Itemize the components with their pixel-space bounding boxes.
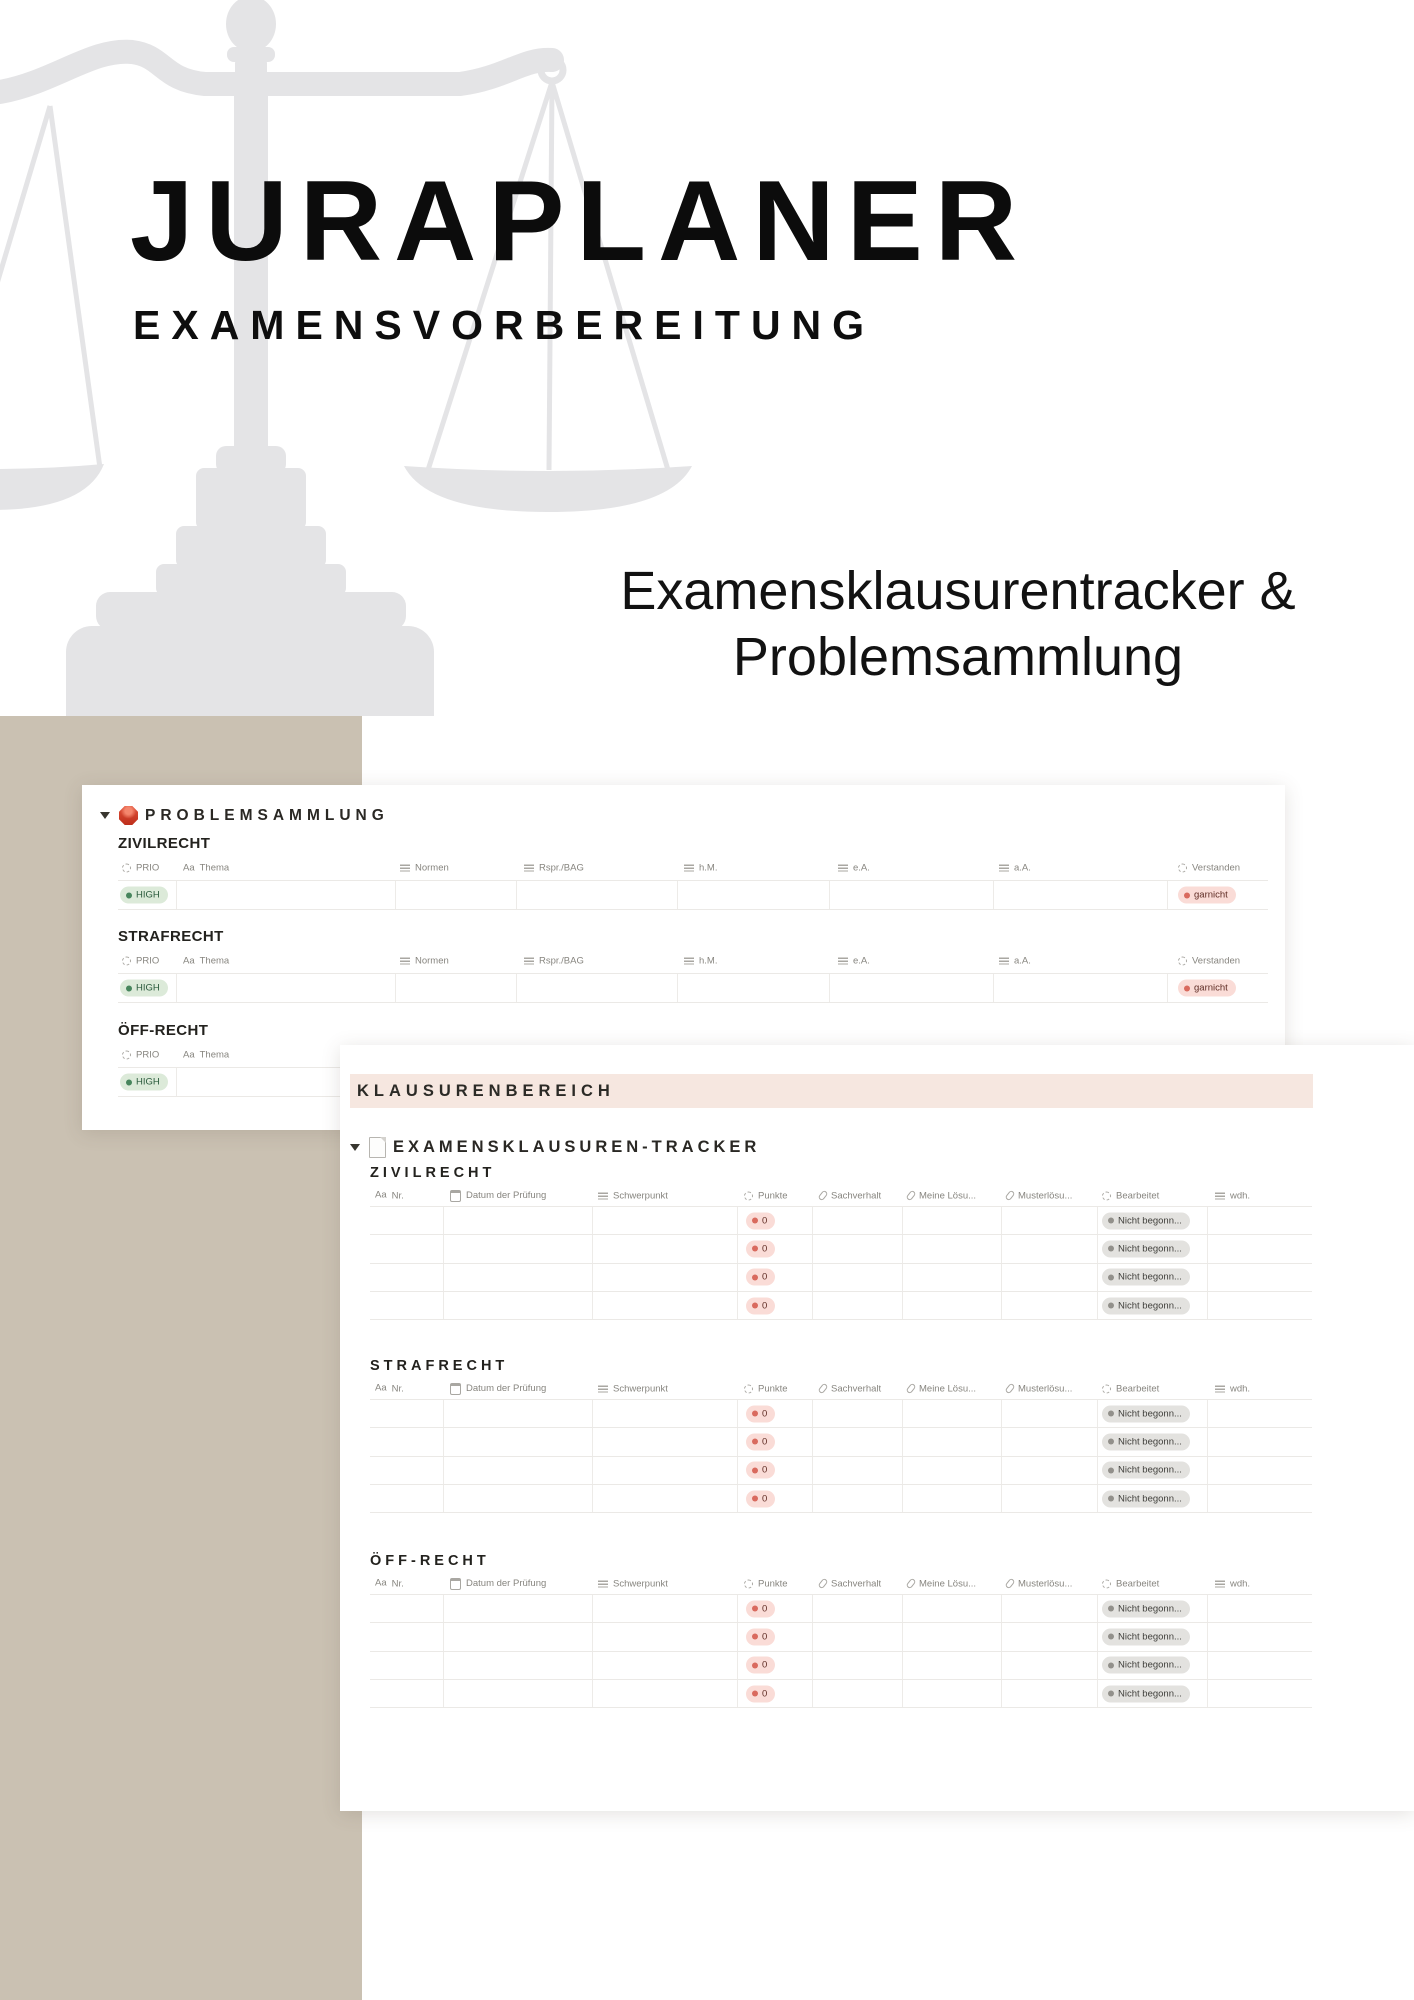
badge-dot-icon [1108,1218,1114,1224]
column-header-meine-loesung[interactable]: Meine Lösu... [908,1578,976,1589]
badge-dot-icon [1108,1662,1114,1668]
column-header-datum[interactable]: Datum der Prüfung [450,1383,546,1395]
status-icon [1102,1579,1111,1588]
table-header-row [370,1573,1312,1595]
tracker-section-strafrecht [370,1358,1312,1513]
prio-badge[interactable]: HIGH [120,887,168,904]
punkte-badge[interactable]: 0 [746,1212,775,1229]
bearbeitet-badge[interactable]: Nicht begonn... [1102,1490,1190,1507]
column-header-prio[interactable]: PRIO [122,1050,159,1061]
text-lines-icon [684,958,694,965]
problemsammlung-title-row [100,806,389,825]
prio-badge[interactable]: HIGH [120,980,168,997]
status-icon [1102,1384,1111,1393]
section-heading: ZIVILRECHT [370,1165,496,1181]
column-header-prio[interactable]: PRIO [122,956,159,967]
tracker-table [370,1573,1312,1708]
table-header-row [118,856,1268,881]
text-type-icon: Aa [183,1049,195,1061]
text-type-icon: Aa [375,1382,387,1394]
page-subtitle: EXAMENSVORBEREITUNG [133,302,876,348]
column-header-sachverhalt[interactable]: Sachverhalt [820,1383,881,1394]
status-icon [122,864,131,873]
badge-dot-icon [752,1439,758,1445]
section-heading: STRAFRECHT [370,1358,509,1374]
badge-dot-icon [1108,1439,1114,1445]
paperclip-icon [1005,1383,1016,1395]
column-header-normen[interactable]: Normen [400,863,449,874]
calendar-icon [450,1190,461,1202]
column-header-bearbeitet[interactable]: Bearbeitet [1102,1190,1159,1201]
text-lines-icon [598,1192,608,1199]
status-icon [122,957,131,966]
column-header-wdh[interactable]: wdh. [1215,1578,1250,1589]
problemsammlung-table [118,949,1268,1003]
text-lines-icon [598,1385,608,1392]
text-lines-icon [838,865,848,872]
table-row [370,1292,1312,1320]
table-body [370,1400,1312,1513]
status-icon [1178,957,1187,966]
badge-dot-icon [1108,1246,1114,1252]
prio-badge[interactable]: HIGH [120,1074,168,1091]
paperclip-icon [1005,1578,1016,1590]
text-lines-icon [1215,1192,1225,1199]
badge-dot-icon [752,1303,758,1309]
badge-dot-icon [1108,1274,1114,1280]
klausurenbereich-panel [340,1045,1414,1811]
hero-caption-line2: Problemsammlung [732,627,1184,687]
column-header-nr[interactable]: Aa Nr. [375,1189,404,1201]
column-header-bearbeitet[interactable]: Bearbeitet [1102,1578,1159,1589]
badge-dot-icon [752,1218,758,1224]
table-row [370,1207,1312,1235]
badge-dot-icon [1184,892,1190,898]
column-header-musterloesung[interactable]: Musterlösu... [1007,1190,1072,1201]
problemsammlung-section-strafrecht [118,928,1268,1003]
column-header-schwerpunkt[interactable]: Schwerpunkt [598,1190,668,1201]
bearbeitet-badge[interactable]: Nicht begonn... [1102,1685,1190,1702]
column-header-verstanden[interactable]: Verstanden [1178,863,1240,874]
badge-dot-icon [1108,1496,1114,1502]
status-icon [1178,864,1187,873]
badge-dot-icon [1108,1303,1114,1309]
paperclip-icon [818,1190,829,1202]
text-lines-icon [1215,1385,1225,1392]
punkte-badge[interactable]: 0 [746,1297,775,1314]
punkte-badge[interactable]: 0 [746,1433,775,1450]
column-header-punkte[interactable]: Punkte [744,1190,788,1201]
bearbeitet-badge[interactable]: Nicht begonn... [1102,1297,1190,1314]
badge-dot-icon [1184,985,1190,991]
text-lines-icon [1215,1580,1225,1587]
paperclip-icon [1005,1190,1016,1202]
badge-dot-icon [752,1691,758,1697]
punkte-badge[interactable]: 0 [746,1657,775,1674]
table-body [370,1207,1312,1320]
paperclip-icon [818,1383,829,1395]
bearbeitet-badge[interactable]: Nicht begonn... [1102,1600,1190,1617]
column-header-normen[interactable]: Normen [400,956,449,967]
column-header-aa[interactable]: a.A. [999,956,1031,967]
badge-dot-icon [1108,1634,1114,1640]
column-header-rspr[interactable]: Rspr./BAG [524,863,584,874]
collapse-arrow-icon[interactable] [350,1144,360,1151]
paperclip-icon [906,1383,917,1395]
klausurenbereich-banner [350,1074,1313,1108]
table-row [370,1400,1312,1428]
table-body [118,974,1268,1003]
column-header-datum[interactable]: Datum der Prüfung [450,1578,546,1590]
table-row [370,1485,1312,1513]
column-header-rspr[interactable]: Rspr./BAG [524,956,584,967]
status-icon [744,1384,753,1393]
table-row [370,1623,1312,1651]
column-header-prio[interactable]: PRIO [122,863,159,874]
hero-caption [618,558,1298,690]
badge-dot-icon [752,1274,758,1280]
badge-dot-icon [126,985,132,991]
column-header-wdh[interactable]: wdh. [1215,1190,1250,1201]
column-header-ea[interactable]: e.A. [838,956,870,967]
badge-dot-icon [126,1079,132,1085]
text-type-icon: Aa [183,955,195,967]
column-header-thema[interactable]: Aa Thema [183,862,230,874]
text-type-icon: Aa [375,1577,387,1589]
badge-dot-icon [126,892,132,898]
table-row [370,1680,1312,1708]
page-title: JURAPLANER [130,158,1030,285]
table-header-row [118,949,1268,974]
column-header-musterloesung[interactable]: Musterlösu... [1007,1383,1072,1394]
punkte-badge[interactable]: 0 [746,1685,775,1702]
badge-dot-icon [1108,1606,1114,1612]
verstanden-badge[interactable]: garnicht [1178,887,1236,904]
text-lines-icon [999,865,1009,872]
table-row [118,974,1268,1003]
text-lines-icon [838,958,848,965]
table-body [370,1595,1312,1708]
badge-dot-icon [752,1606,758,1612]
table-row [370,1428,1312,1456]
text-lines-icon [400,865,410,872]
verstanden-badge[interactable]: garnicht [1178,980,1236,997]
column-header-nr[interactable]: Aa Nr. [375,1577,404,1589]
table-header-row [370,1378,1312,1400]
tracker-title-row [350,1137,760,1158]
calendar-icon [450,1383,461,1395]
problemsammlung-title: PROBLEMSAMMLUNG [145,806,389,824]
punkte-badge[interactable]: 0 [746,1405,775,1422]
tracker-table [370,1185,1312,1320]
status-icon [744,1579,753,1588]
punkte-badge[interactable]: 0 [746,1240,775,1257]
table-row [370,1652,1312,1680]
table-row [370,1595,1312,1623]
section-heading: ZIVILRECHT [118,835,211,852]
column-header-nr[interactable]: Aa Nr. [375,1382,404,1394]
column-header-sachverhalt[interactable]: Sachverhalt [820,1578,881,1589]
bearbeitet-badge[interactable]: Nicht begonn... [1102,1212,1190,1229]
tracker-section-oeffrecht [370,1553,1312,1708]
bearbeitet-badge[interactable]: Nicht begonn... [1102,1269,1190,1286]
column-header-meine-loesung[interactable]: Meine Lösu... [908,1190,976,1201]
table-header-row [370,1185,1312,1207]
badge-dot-icon [1108,1411,1114,1417]
badge-dot-icon [752,1467,758,1473]
text-lines-icon [684,865,694,872]
collapse-arrow-icon[interactable] [100,812,110,819]
column-header-punkte[interactable]: Punkte [744,1383,788,1394]
bearbeitet-badge[interactable]: Nicht begonn... [1102,1433,1190,1450]
status-icon [744,1191,753,1200]
tracker-title: EXAMENSKLAUSUREN-TRACKER [393,1138,761,1156]
column-header-schwerpunkt[interactable]: Schwerpunkt [598,1383,668,1394]
badge-dot-icon [1108,1691,1114,1697]
red-octagon-icon [119,806,138,825]
badge-dot-icon [752,1662,758,1668]
table-body [118,881,1268,910]
table-row [370,1264,1312,1292]
column-header-punkte[interactable]: Punkte [744,1578,788,1589]
bearbeitet-badge[interactable]: Nicht begonn... [1102,1628,1190,1645]
column-header-verstanden[interactable]: Verstanden [1178,956,1240,967]
column-header-sachverhalt[interactable]: Sachverhalt [820,1190,881,1201]
problemsammlung-section-zivilrecht [118,835,1268,910]
punkte-badge[interactable]: 0 [746,1462,775,1479]
column-header-thema[interactable]: Aa Thema [183,1049,230,1061]
status-icon [1102,1191,1111,1200]
column-header-hm[interactable]: h.M. [684,956,717,967]
document-page-icon [369,1137,386,1158]
bearbeitet-badge[interactable]: Nicht begonn... [1102,1462,1190,1479]
punkte-badge[interactable]: 0 [746,1269,775,1286]
text-type-icon: Aa [183,862,195,874]
section-heading: ÖFF-RECHT [118,1022,209,1039]
calendar-icon [450,1578,461,1590]
hero-caption-line1: Examensklausurentracker & [620,561,1296,621]
text-lines-icon [524,865,534,872]
scales-of-justice-graphic [0,0,710,716]
text-lines-icon [400,958,410,965]
column-header-thema[interactable]: Aa Thema [183,955,230,967]
paperclip-icon [906,1578,917,1590]
problemsammlung-table [118,856,1268,910]
badge-dot-icon [1108,1467,1114,1473]
tracker-table [370,1378,1312,1513]
section-heading: ÖFF-RECHT [370,1553,490,1569]
bearbeitet-badge[interactable]: Nicht begonn... [1102,1240,1190,1257]
column-header-schwerpunkt[interactable]: Schwerpunkt [598,1578,668,1589]
text-lines-icon [524,958,534,965]
punkte-badge[interactable]: 0 [746,1490,775,1507]
text-lines-icon [999,958,1009,965]
column-header-aa[interactable]: a.A. [999,863,1031,874]
column-header-wdh[interactable]: wdh. [1215,1383,1250,1394]
column-header-meine-loesung[interactable]: Meine Lösu... [908,1383,976,1394]
paperclip-icon [906,1190,917,1202]
badge-dot-icon [752,1246,758,1252]
paperclip-icon [818,1578,829,1590]
bearbeitet-badge[interactable]: Nicht begonn... [1102,1405,1190,1422]
klausurenbereich-banner-label: KLAUSURENBEREICH [357,1081,615,1100]
punkte-badge[interactable]: 0 [746,1600,775,1617]
column-header-datum[interactable]: Datum der Prüfung [450,1190,546,1202]
bearbeitet-badge[interactable]: Nicht begonn... [1102,1657,1190,1674]
column-header-bearbeitet[interactable]: Bearbeitet [1102,1383,1159,1394]
section-heading: STRAFRECHT [118,928,224,945]
punkte-badge[interactable]: 0 [746,1628,775,1645]
text-type-icon: Aa [375,1189,387,1201]
badge-dot-icon [752,1634,758,1640]
tracker-section-zivilrecht [370,1165,1312,1320]
column-header-musterloesung[interactable]: Musterlösu... [1007,1578,1072,1589]
column-header-ea[interactable]: e.A. [838,863,870,874]
table-row [370,1457,1312,1485]
table-row [118,881,1268,910]
badge-dot-icon [752,1496,758,1502]
table-row [370,1235,1312,1263]
text-lines-icon [598,1580,608,1587]
column-header-hm[interactable]: h.M. [684,863,717,874]
status-icon [122,1051,131,1060]
badge-dot-icon [752,1411,758,1417]
